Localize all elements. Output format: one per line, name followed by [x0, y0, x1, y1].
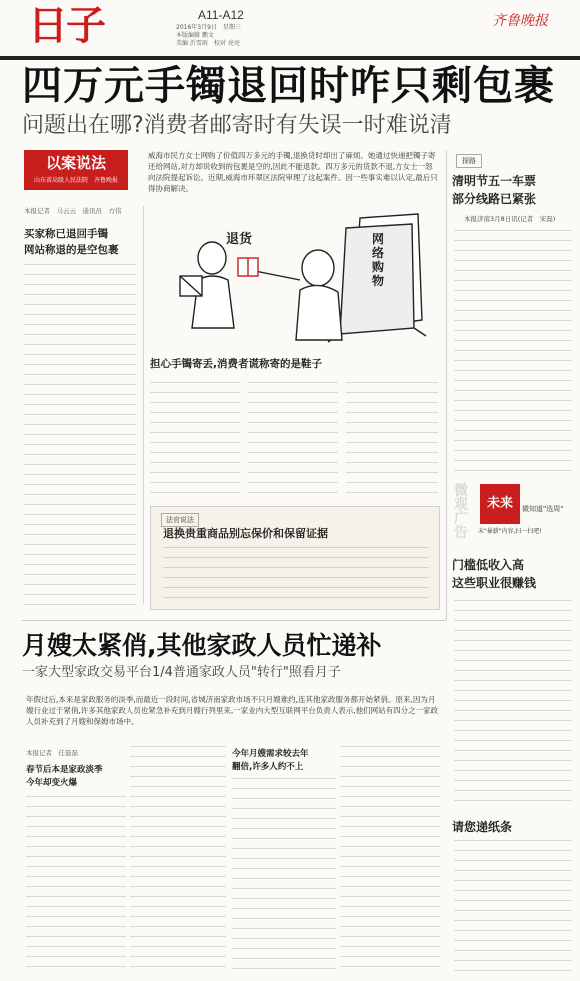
lead-intro: 威海市民方女士网购了价值四万多元的手镯,退换货时却出了麻烦。她通过快递把镯子寄还给网站,对方却说收到的包裹是空的,因此不能退款。四万多元的货款不退,方女士一怒向法院提起诉讼。近期,威海市环翠区法院审理了这起案件。因一些事实难以认定,最后只得协商解决。 — [148, 151, 438, 193]
story2-line: 门槛低收入高 — [452, 558, 525, 572]
promo-red-label: 未来 — [486, 496, 513, 511]
lead-headline: 四万元手镯退回时咋只剩包裹 — [22, 63, 555, 109]
lead-col2-text — [150, 382, 240, 502]
promo-big: 微观广告 — [454, 483, 468, 541]
sidebar-lead: 本报济南3月8日讯(记者 宋磊) — [464, 215, 556, 223]
law-tag: 法官说法 — [161, 513, 199, 527]
issue-line: 2016年3月9日 星期三 — [176, 24, 241, 31]
law-title: 退换贵重商品别忘保价和保留证据 — [163, 527, 328, 540]
sidebar-headline-line: 清明节五一车票 — [452, 174, 537, 188]
col1-title-line: 今年却变火爆 — [26, 778, 78, 788]
second-col3-text — [232, 778, 336, 976]
section-title-line: 网站称退的是空包裹 — [24, 244, 119, 256]
col3-title-line: 翻倍,许多人约不上 — [232, 762, 304, 772]
column-rule — [143, 206, 144, 604]
col1-title-line: 春节后本是家政淡季 — [26, 765, 103, 775]
promo-slogan: 微知道"选周" — [522, 505, 564, 513]
issue-info — [176, 24, 241, 48]
story2-line: 这些职业很赚钱 — [452, 576, 537, 590]
masthead-rule — [0, 56, 580, 60]
page-range: A11-A12 — [198, 8, 244, 22]
lead-subhead: 问题出在哪?消费者邮寄时有失误一时难说清 — [22, 113, 452, 138]
box-label: 退货 — [226, 232, 253, 247]
sidebar-headline — [452, 172, 572, 208]
second-intro: 年假过后,本来是家政服务的淡季,而最近一段时间,省城济南家政市场不只月嫂难约,连其他家政服务都开始紧俏。原来,因为月嫂行业过于紧俏,许多其他家政人员也紧急补充到月嫂行列里来,一家业内大型互联网平台负责人表示,他们网站有四分之一家政人员补充到了月嫂和保姆市场中。 — [26, 695, 439, 726]
lead-illustration — [150, 210, 440, 350]
second-byline: 本报记者 任磊磊 — [26, 749, 78, 757]
second-col3-title — [232, 748, 336, 774]
tv-text: 网络购物 — [372, 232, 385, 288]
second-col1-text — [26, 796, 126, 976]
story2-text — [454, 600, 572, 810]
illustration-svg — [150, 210, 440, 350]
illustration-caption: 担心手镯寄丢,消费者谎称寄的是鞋子 — [150, 358, 322, 370]
logo: 日子 — [28, 3, 104, 49]
law-text — [163, 547, 429, 605]
paper-name: 齐鲁晚报 — [492, 13, 548, 29]
lead-byline: 本报记者 马云云 通讯员 方伟 — [24, 207, 122, 215]
second-subhead: 一家大型家政交易平台1/4普通家政人员"转行"照看月子 — [22, 665, 341, 680]
badge-sub: 山东省高级人民法院 齐鲁晚报 — [33, 177, 118, 184]
sidebar-headline-line: 部分线路已紧张 — [452, 192, 537, 206]
lead-col1-text — [24, 264, 136, 614]
sidebar-story2 — [452, 556, 572, 592]
promo-box — [452, 482, 574, 544]
issue-line: 美编 沂雪雨 校对 亮亮 — [176, 40, 240, 47]
law-box — [150, 506, 440, 610]
masthead — [0, 0, 580, 56]
promo-sub: 未"暴薪"内容,扫一扫吧! — [478, 528, 542, 535]
sidebar-story3: 请您递纸条 — [452, 820, 513, 834]
lead-col4-text — [346, 382, 438, 502]
section-divider — [22, 620, 446, 621]
promo-red-box — [480, 484, 520, 524]
second-col1-title — [26, 764, 126, 790]
case-badge — [24, 150, 128, 190]
second-col2-text — [130, 746, 226, 976]
section-title-line: 买家称已退回手镯 — [24, 228, 108, 240]
sidebar-text — [454, 230, 572, 480]
col3-title-line: 今年月嫂需求较去年 — [232, 749, 309, 759]
issue-line: 本版编辑 鹏文 — [176, 32, 214, 39]
sidebar-tag: 探路 — [456, 154, 482, 168]
section-title — [24, 226, 139, 258]
lead-col3-text — [248, 382, 338, 502]
badge-title: 以案说法 — [45, 154, 106, 172]
second-col4-text — [340, 746, 440, 976]
story3-text — [454, 840, 572, 978]
sidebar-rule — [446, 150, 447, 620]
second-headline: 月嫂太紧俏,其他家政人员忙递补 — [22, 631, 382, 660]
